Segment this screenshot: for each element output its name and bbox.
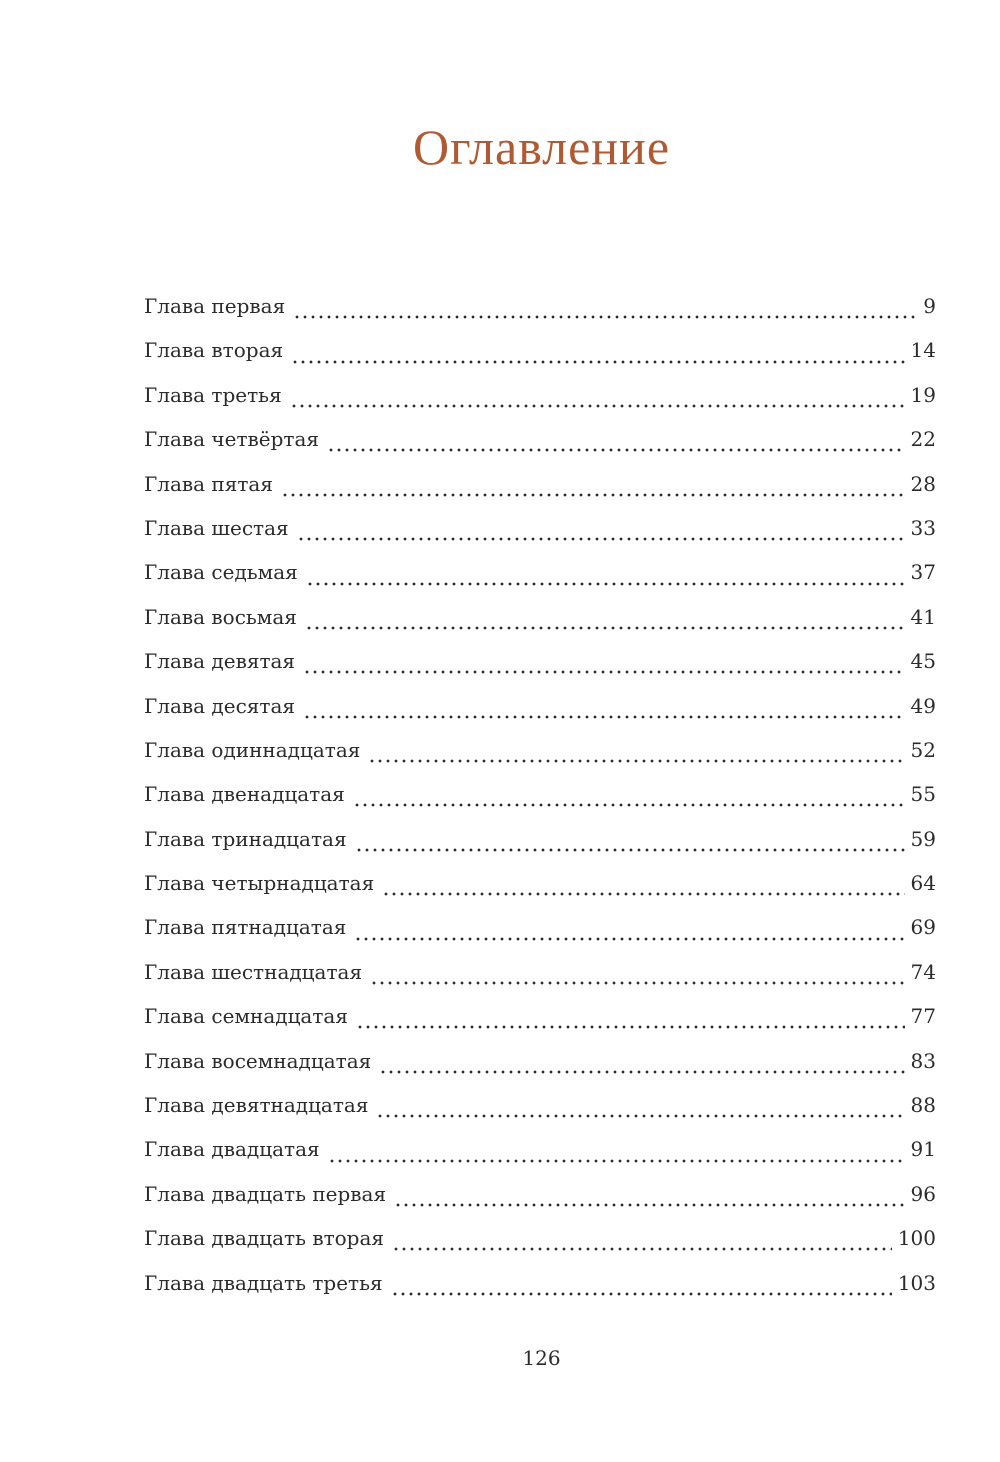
toc-entry-label: Глава четвёртая — [144, 427, 320, 452]
toc-entry-label: Глава одиннадцатая — [144, 737, 361, 762]
toc-entry-page: 100 — [897, 1226, 936, 1251]
table-of-contents — [144, 290, 936, 1311]
toc-entry-label: Глава тринадцатая — [144, 826, 347, 851]
toc-dot-leader — [368, 751, 904, 771]
toc-dot-leader — [305, 618, 905, 638]
page-title: Оглавление — [412, 119, 671, 175]
toc-entry-label: Глава девятая — [144, 649, 296, 674]
toc-dot-leader — [281, 485, 905, 505]
toc-entry — [144, 423, 936, 467]
toc-dot-leader — [394, 1195, 904, 1215]
toc-entry-label: Глава третья — [144, 382, 282, 407]
toc-entry-label: Глава первая — [144, 294, 286, 318]
toc-entry — [144, 956, 936, 1000]
toc-entry-label: Глава двадцатая — [144, 1137, 320, 1162]
toc-entry-page: 28 — [910, 471, 936, 496]
toc-dot-leader — [370, 973, 904, 993]
toc-entry-label: Глава пятая — [144, 471, 273, 496]
toc-entry-page: 41 — [910, 604, 936, 629]
toc-entry-page: 45 — [910, 649, 936, 674]
toc-entry-page: 55 — [910, 782, 936, 807]
toc-entry — [144, 290, 936, 334]
toc-entry — [144, 556, 936, 600]
toc-dot-leader — [376, 1106, 904, 1126]
toc-dot-leader — [382, 884, 904, 904]
page-number: 126 — [522, 1346, 561, 1370]
toc-entry-page: 33 — [910, 515, 936, 540]
toc-dot-leader — [306, 574, 905, 594]
toc-entry — [144, 1133, 936, 1177]
toc-entry-page: 9 — [923, 294, 936, 318]
toc-entry-page: 59 — [910, 826, 936, 851]
toc-entry — [144, 1222, 936, 1266]
toc-entry — [144, 690, 936, 734]
toc-entry-page: 91 — [910, 1137, 936, 1162]
toc-entry-page: 74 — [910, 959, 936, 984]
toc-entry-label: Глава двадцать третья — [144, 1270, 383, 1295]
toc-dot-leader — [303, 707, 905, 727]
toc-entry-page: 83 — [910, 1048, 936, 1073]
toc-entry-page: 52 — [910, 737, 936, 762]
toc-entry-label: Глава пятнадцатая — [144, 915, 347, 940]
toc-dot-leader — [290, 396, 905, 416]
toc-dot-leader — [356, 1017, 905, 1037]
toc-entry-page: 77 — [910, 1004, 936, 1029]
toc-entry-label: Глава двадцать первая — [144, 1181, 387, 1206]
toc-dot-leader — [328, 1151, 905, 1171]
toc-entry — [144, 468, 936, 512]
toc-entry-label: Глава девятнадцатая — [144, 1093, 369, 1118]
toc-entry-page: 14 — [910, 338, 936, 363]
toc-entry — [144, 1267, 936, 1311]
toc-dot-leader — [297, 529, 905, 549]
toc-entry — [144, 867, 936, 911]
toc-entry — [144, 1178, 936, 1222]
toc-entry — [144, 1045, 936, 1089]
toc-entry — [144, 911, 936, 955]
toc-entry-label: Глава семнадцатая — [144, 1004, 348, 1029]
toc-dot-leader — [353, 795, 905, 815]
toc-entry — [144, 512, 936, 556]
toc-dot-leader — [291, 352, 904, 372]
toc-entry — [144, 1089, 936, 1133]
toc-entry — [144, 379, 936, 423]
toc-entry-page: 22 — [910, 427, 936, 452]
toc-entry-label: Глава двенадцатая — [144, 782, 345, 807]
toc-entry-label: Глава шестая — [144, 515, 289, 540]
toc-entry-page: 64 — [910, 871, 936, 896]
toc-entry-label: Глава вторая — [144, 338, 284, 363]
toc-entry-label: Глава восьмая — [144, 604, 297, 629]
toc-dot-leader — [355, 840, 905, 860]
toc-entry — [144, 1000, 936, 1044]
toc-dot-leader — [293, 307, 917, 327]
toc-entry-page: 103 — [897, 1270, 936, 1295]
toc-entry — [144, 778, 936, 822]
toc-entry-page: 37 — [910, 560, 936, 585]
toc-entry-label: Глава шестнадцатая — [144, 959, 363, 984]
toc-dot-leader — [392, 1239, 892, 1259]
toc-entry — [144, 734, 936, 778]
toc-dot-leader — [327, 440, 905, 460]
toc-entry — [144, 645, 936, 689]
toc-entry-label: Глава двадцать вторая — [144, 1226, 385, 1251]
toc-entry-page: 69 — [910, 915, 936, 940]
toc-dot-leader — [303, 662, 905, 682]
toc-dot-leader — [379, 1062, 904, 1082]
toc-entry-page: 49 — [910, 693, 936, 718]
toc-dot-leader — [391, 1284, 892, 1304]
toc-entry — [144, 601, 936, 645]
toc-entry — [144, 334, 936, 378]
toc-entry-page: 19 — [910, 382, 936, 407]
toc-entry-page: 96 — [910, 1181, 936, 1206]
toc-entry-label: Глава восемнадцатая — [144, 1048, 372, 1073]
toc-entry — [144, 823, 936, 867]
toc-entry-label: Глава четырнадцатая — [144, 871, 375, 896]
toc-dot-leader — [354, 929, 904, 949]
toc-entry-label: Глава седьмая — [144, 560, 298, 585]
toc-entry-page: 88 — [910, 1093, 936, 1118]
toc-entry-label: Глава десятая — [144, 693, 295, 718]
